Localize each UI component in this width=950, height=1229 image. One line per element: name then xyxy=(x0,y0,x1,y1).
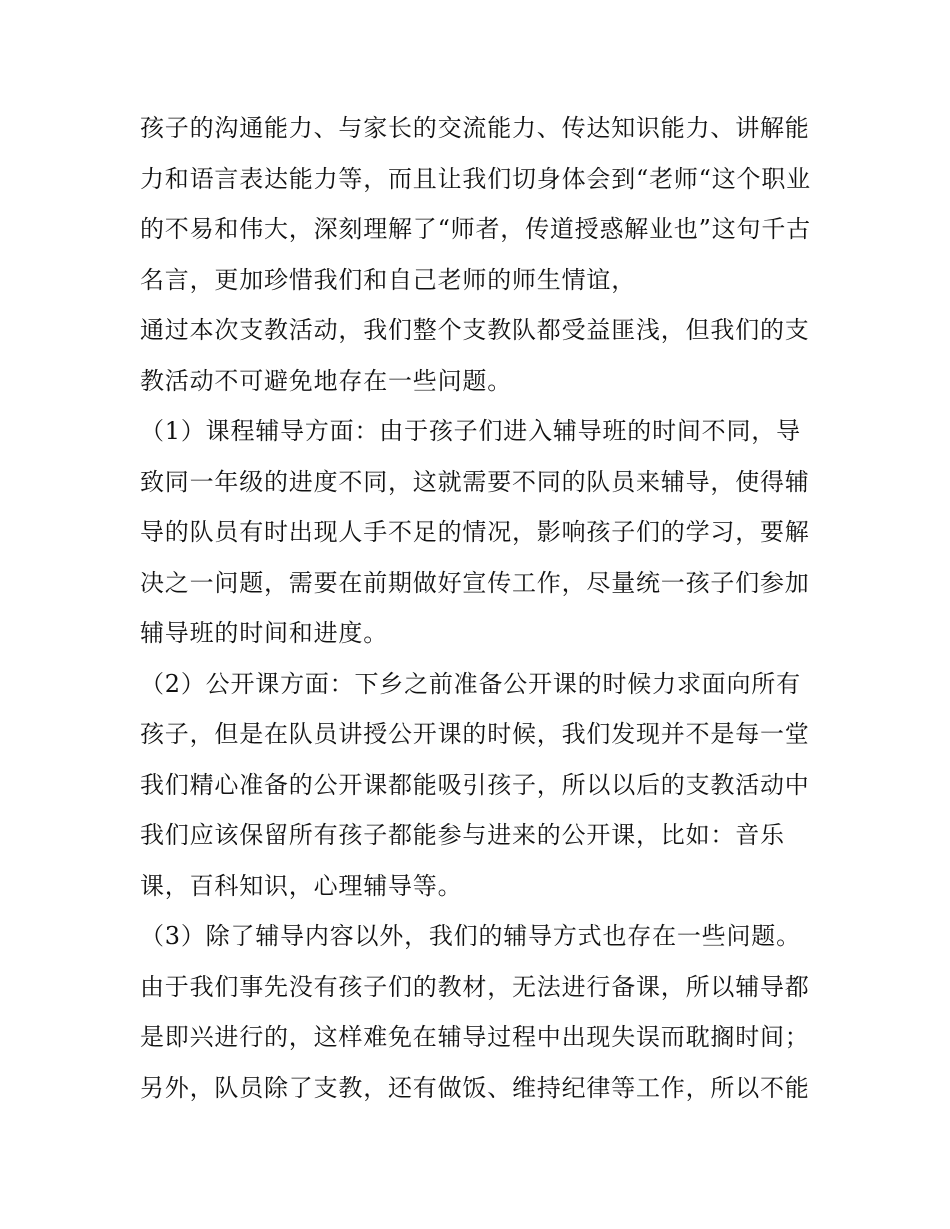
text-line: 是即兴进行的，这样难免在辅导过程中出现失误而耽搁时间； xyxy=(140,1023,810,1051)
text-line: 我们应该保留所有孩子都能参与进来的公开课，比如：音乐 xyxy=(140,821,785,849)
text-line: （3）除了辅导内容以外，我们的辅导方式也存在一些问题。 xyxy=(140,922,801,950)
text-line: 通过本次支教活动，我们整个支教队都受益匪浅，但我们的支 xyxy=(140,316,810,344)
text-line: 课，百科知识，心理辅导等。 xyxy=(140,871,463,900)
text-line: （2）公开课方面：下乡之前准备公开课的时候力求面向所有 xyxy=(140,669,801,698)
text-line: 辅导班的时间和进度。 xyxy=(140,619,388,647)
document-body xyxy=(140,103,830,1113)
text-line: 教活动不可避免地存在一些问题。 xyxy=(140,366,512,395)
text-line: 另外，队员除了支教，还有做饭、维持纪律等工作，所以不能 xyxy=(140,1073,810,1102)
text-line: 由于我们事先没有孩子们的教材，无法进行备课，所以辅导都 xyxy=(140,972,810,1001)
text-line: 致同一年级的进度不同，这就需要不同的队员来辅导，使得辅 xyxy=(140,467,810,496)
text-line: 的不易和伟大，深刻理解了“师者，传道授惑解业也”这句千古 xyxy=(140,215,811,243)
text-line: 我们精心准备的公开课都能吸引孩子，所以以后的支教活动中 xyxy=(140,770,810,799)
text-line: 孩子，但是在队员讲授公开课的时候，我们发现并不是每一堂 xyxy=(140,720,810,748)
text-line: 孩子的沟通能力、与家长的交流能力、传达知识能力、讲解能 xyxy=(140,114,810,142)
text-line: 决之一问题，需要在前期做好宣传工作，尽量统一孩子们参加 xyxy=(140,568,810,597)
text-line: 力和语言表达能力等，而且让我们切身体会到“老师“这个职业 xyxy=(140,164,811,193)
text-line: （1）课程辅导方面：由于孩子们进入辅导班的时间不同，导 xyxy=(140,417,801,445)
text-line: 导的队员有时出现人手不足的情况，影响孩子们的学习，要解 xyxy=(140,518,810,546)
text-line: 名言，更加珍惜我们和自己老师的师生情谊， xyxy=(140,265,636,294)
